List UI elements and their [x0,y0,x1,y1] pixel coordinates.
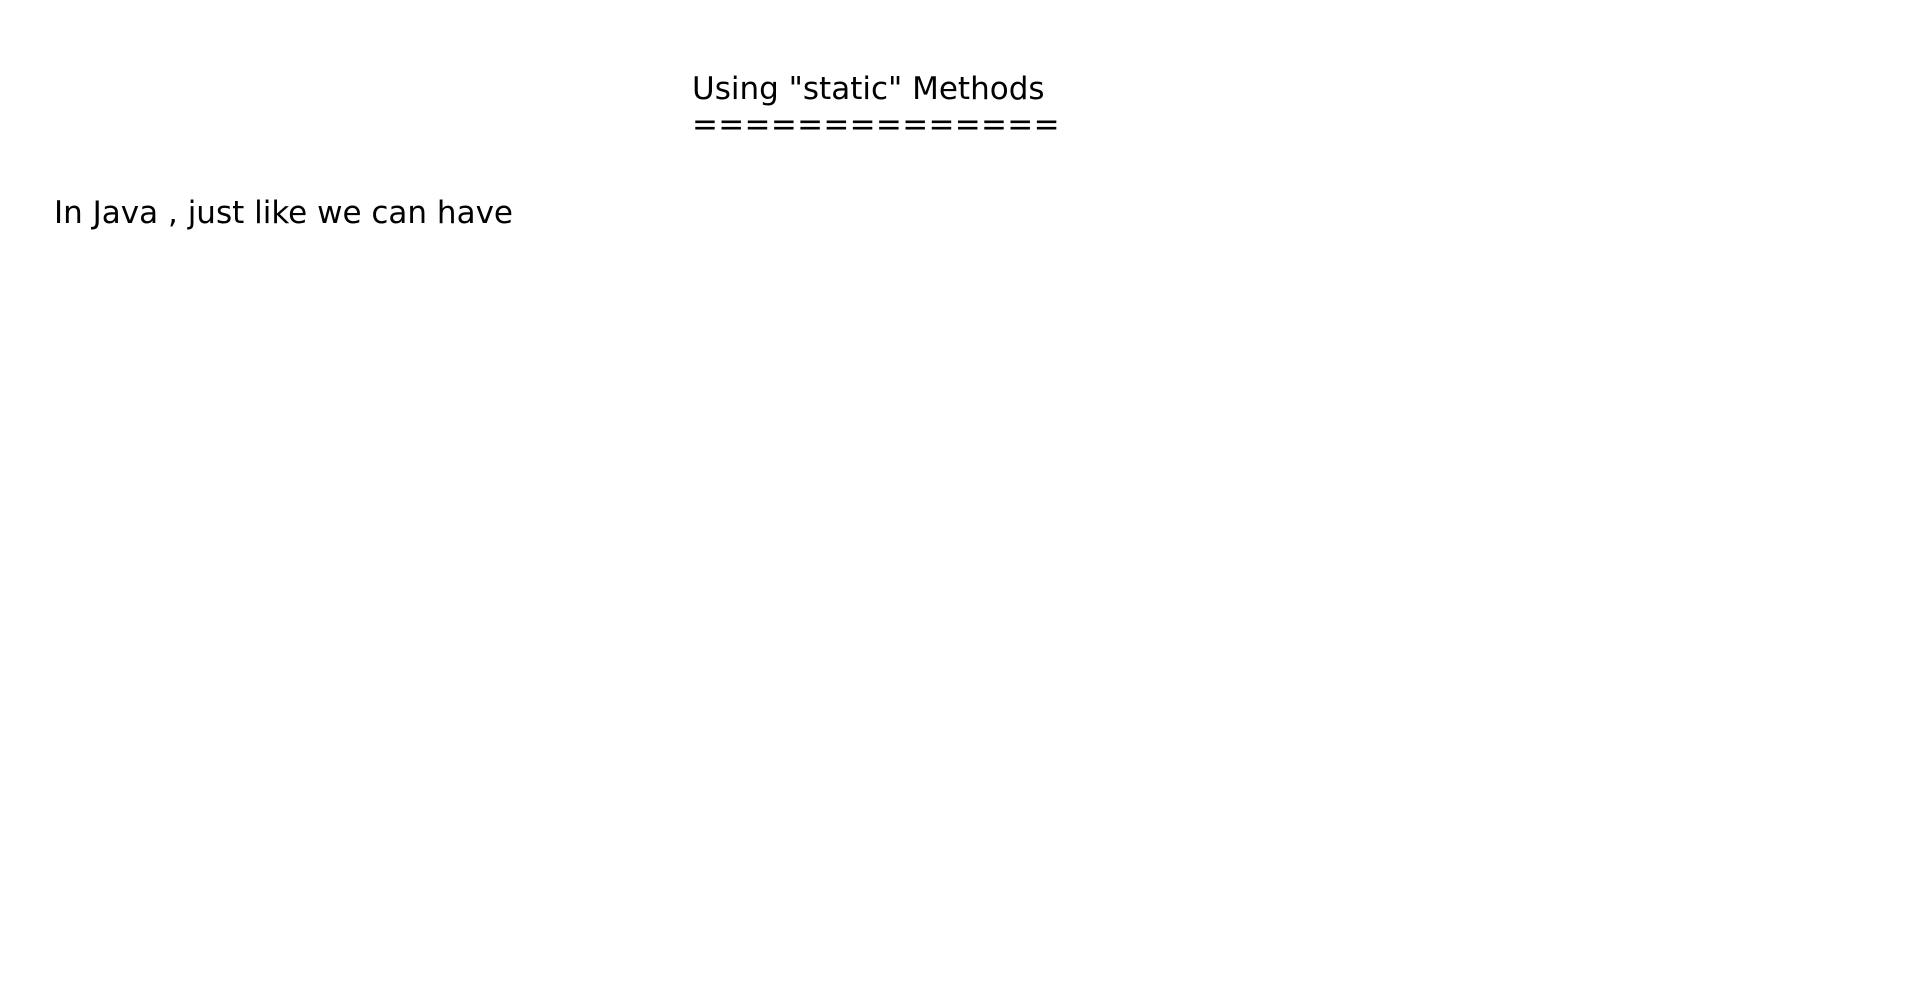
title-underline: ============== [692,107,1060,143]
body-paragraph: In Java , just like we can have [54,195,513,231]
document-title: Using "static" Methods [692,71,1045,107]
